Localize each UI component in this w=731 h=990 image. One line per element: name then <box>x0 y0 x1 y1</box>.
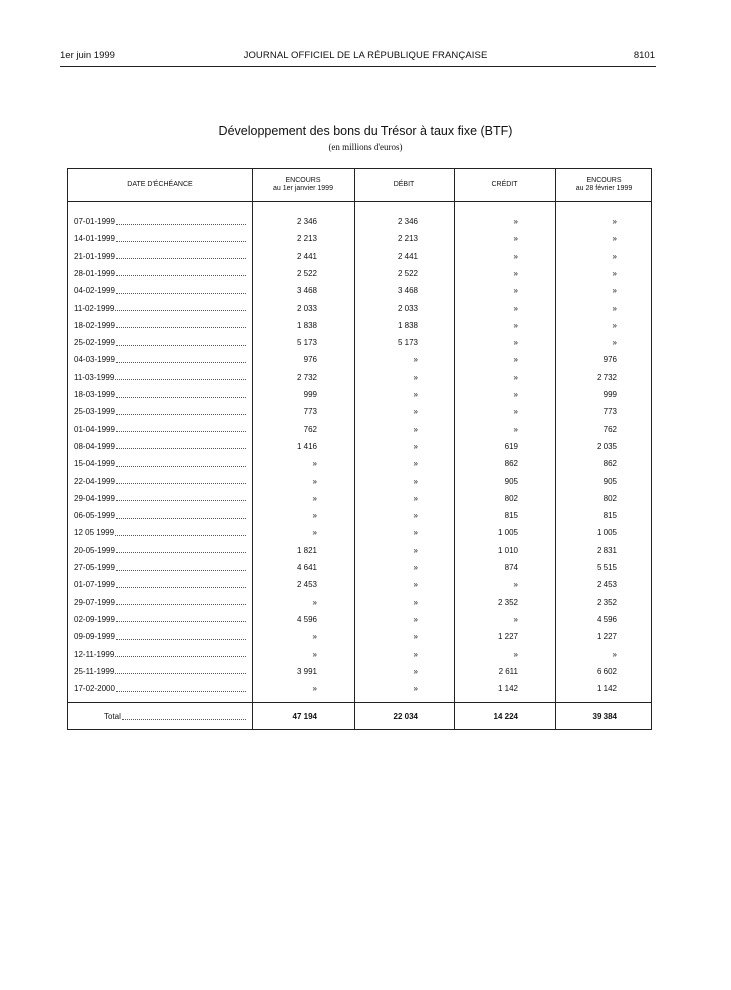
credit-cell: 619 <box>504 441 518 451</box>
dot-leader <box>116 327 246 328</box>
date-cell <box>68 334 246 351</box>
column-header-label: ENCOURS <box>586 177 622 184</box>
debit-cell: » <box>413 476 418 486</box>
maturity-date: 09-09-1999 <box>74 632 115 642</box>
column-header-label: DÉBIT <box>393 181 415 188</box>
debit-cell: » <box>413 545 418 555</box>
dot-leader <box>116 258 246 259</box>
table-row <box>68 576 653 593</box>
encours-jan-cell: » <box>312 528 317 538</box>
maturity-date: 25-02-1999 <box>74 338 115 348</box>
debit-cell: » <box>413 614 418 624</box>
date-cell <box>68 680 246 697</box>
encours-feb-cell: 2 831 <box>596 545 617 555</box>
encours-jan-cell: 976 <box>303 355 317 365</box>
maturity-date: 14-01-1999 <box>74 234 115 244</box>
encours-jan-cell: 2 732 <box>296 372 317 382</box>
encours-feb-cell: 802 <box>603 493 617 503</box>
debit-cell: 2 033 <box>397 303 418 313</box>
dot-leader <box>116 604 246 605</box>
table-row <box>68 524 653 541</box>
table-row <box>68 421 653 438</box>
column-header-sublabel: au 28 février 1999 <box>575 185 633 192</box>
encours-feb-cell: 2 352 <box>596 597 617 607</box>
date-cell <box>68 386 246 403</box>
encours-feb-cell: 1 142 <box>596 684 617 694</box>
debit-cell: » <box>413 597 418 607</box>
encours-feb-cell: 2 453 <box>596 580 617 590</box>
credit-cell: 1 227 <box>497 632 518 642</box>
encours-jan-cell: 2 033 <box>296 303 317 313</box>
debit-cell: » <box>413 390 418 399</box>
maturity-date: 07-01-1999 <box>74 217 115 226</box>
maturity-date: 17-02-2000 <box>74 684 115 694</box>
encours-jan-cell: » <box>312 632 317 642</box>
table-subtitle: (en millions d'euros) <box>328 142 403 152</box>
dot-leader <box>116 293 246 294</box>
table-row <box>68 455 653 472</box>
column-header-label: ENCOURS <box>285 177 321 184</box>
encours-feb-cell: 2 732 <box>596 372 617 382</box>
date-cell <box>68 646 246 663</box>
total-label: Total <box>104 712 121 721</box>
debit-cell: » <box>413 355 418 365</box>
debit-cell: » <box>413 372 418 382</box>
credit-cell: » <box>513 320 518 330</box>
date-cell <box>68 213 246 230</box>
table-row <box>68 594 653 611</box>
debit-cell: » <box>413 666 418 676</box>
credit-cell: » <box>513 286 518 296</box>
encours-jan-cell: » <box>312 511 317 521</box>
table-row <box>68 680 653 697</box>
encours-feb-cell: 815 <box>603 511 617 521</box>
column-header-sublabel: au 1er janvier 1999 <box>273 185 333 192</box>
header-date: 1er juin 1999 <box>60 50 115 61</box>
dot-leader <box>115 656 246 657</box>
dot-leader <box>116 345 246 346</box>
maturity-date: 11-02-1999 <box>74 303 115 313</box>
date-cell <box>68 421 246 438</box>
debit-cell: 3 468 <box>397 286 418 296</box>
column-header-credit <box>454 169 555 201</box>
column-header-encours-feb <box>555 169 653 201</box>
date-cell <box>68 576 246 593</box>
credit-cell: 2 611 <box>498 666 518 676</box>
dot-leader <box>116 466 246 467</box>
maturity-date: 01-04-1999 <box>74 424 115 434</box>
table-row <box>68 230 653 247</box>
total-encours-jan: 47 194 <box>292 712 317 721</box>
debit-cell: » <box>413 459 418 469</box>
encours-feb-cell: » <box>612 303 617 313</box>
dot-leader <box>115 535 246 536</box>
encours-feb-cell: » <box>612 268 617 278</box>
credit-cell: 862 <box>504 459 518 469</box>
credit-cell: 905 <box>504 476 518 486</box>
encours-feb-cell: 1 005 <box>596 528 617 538</box>
date-cell <box>68 628 246 645</box>
dot-leader <box>116 621 246 622</box>
credit-cell: 1 005 <box>497 528 518 538</box>
debit-cell: » <box>413 441 418 451</box>
date-cell <box>68 403 246 420</box>
encours-jan-cell: » <box>312 597 317 607</box>
debit-cell: 2 522 <box>397 268 418 278</box>
maturity-date: 15-04-1999 <box>74 459 115 469</box>
dot-leader <box>116 397 246 398</box>
maturity-date: 18-02-1999 <box>74 320 115 330</box>
table-row <box>68 386 653 403</box>
date-cell <box>68 455 246 472</box>
credit-cell: 815 <box>504 511 518 521</box>
encours-feb-cell: » <box>612 338 617 348</box>
total-debit: 22 034 <box>393 712 418 721</box>
encours-feb-cell: » <box>612 234 617 244</box>
debit-cell: » <box>413 684 418 694</box>
encours-jan-cell: 2 522 <box>296 268 317 278</box>
encours-jan-cell: 5 173 <box>296 338 317 348</box>
table-row <box>68 542 653 559</box>
date-cell <box>68 524 246 541</box>
date-cell <box>68 369 246 386</box>
encours-jan-cell: » <box>312 493 317 503</box>
dot-leader <box>116 431 246 432</box>
credit-cell: » <box>513 234 518 244</box>
credit-cell: » <box>513 424 518 434</box>
credit-cell: » <box>513 251 518 261</box>
encours-feb-cell: » <box>612 286 617 296</box>
maturity-date: 12-11-1999 <box>74 649 115 659</box>
dot-leader <box>116 518 246 519</box>
encours-jan-cell: 1 821 <box>296 545 317 555</box>
encours-jan-cell: » <box>312 649 317 659</box>
column-header-debit <box>354 169 454 201</box>
credit-cell: » <box>513 580 518 590</box>
date-cell <box>68 265 246 282</box>
maturity-date: 20-05-1999 <box>74 545 115 555</box>
dot-leader <box>116 570 246 571</box>
dot-leader <box>122 719 246 720</box>
date-cell <box>68 248 246 265</box>
table-row <box>68 611 653 628</box>
credit-cell: » <box>513 217 518 226</box>
encours-jan-cell: » <box>312 476 317 486</box>
table-row <box>68 282 653 299</box>
column-header-label: DATE D'ÉCHÉANCE <box>127 181 193 188</box>
header-page-number: 8101 <box>633 50 655 61</box>
credit-cell: » <box>513 338 518 348</box>
maturity-date: 28-01-1999 <box>74 268 115 278</box>
maturity-date: 11-03-1999 <box>74 372 115 382</box>
encours-jan-cell: 762 <box>303 424 317 434</box>
dot-leader <box>116 587 246 588</box>
column-header-date <box>68 169 252 201</box>
table-row <box>68 334 653 351</box>
debit-cell: 2 213 <box>397 234 418 244</box>
encours-feb-cell: 2 035 <box>596 441 617 451</box>
maturity-date: 02-09-1999 <box>74 614 115 624</box>
dot-leader <box>115 379 246 380</box>
encours-feb-cell: 762 <box>603 424 617 434</box>
total-divider <box>68 702 651 703</box>
date-cell <box>68 611 246 628</box>
table-row <box>68 351 653 368</box>
date-cell <box>68 542 246 559</box>
btf-table <box>67 168 652 730</box>
table-row <box>68 438 653 455</box>
dot-leader <box>116 448 246 449</box>
debit-cell: 2 441 <box>397 251 418 261</box>
date-cell <box>68 351 246 368</box>
encours-jan-cell: » <box>312 684 317 694</box>
date-cell <box>68 317 246 334</box>
dot-leader <box>116 275 246 276</box>
debit-cell: » <box>413 563 418 572</box>
debit-cell: » <box>413 407 418 417</box>
dot-leader <box>116 483 246 484</box>
maturity-date: 08-04-1999 <box>74 441 115 451</box>
encours-jan-cell: 1 416 <box>296 441 317 451</box>
header-rule <box>60 66 656 67</box>
encours-feb-cell: 773 <box>603 407 617 417</box>
credit-cell: » <box>513 372 518 382</box>
debit-cell: » <box>413 528 418 538</box>
encours-jan-cell: 2 213 <box>296 234 317 244</box>
date-cell <box>68 507 246 524</box>
table-row <box>68 265 653 282</box>
encours-jan-cell: 4 641 <box>296 563 317 572</box>
date-cell <box>68 473 246 490</box>
debit-cell: » <box>413 511 418 521</box>
date-cell <box>68 594 246 611</box>
maturity-date: 27-05-1999 <box>74 563 115 572</box>
column-header-label: CRÉDIT <box>491 181 518 188</box>
dot-leader <box>116 414 246 415</box>
debit-cell: 2 346 <box>397 217 418 226</box>
encours-feb-cell: 905 <box>603 476 617 486</box>
maturity-date: 22-04-1999 <box>74 476 115 486</box>
credit-cell: » <box>513 614 518 624</box>
credit-cell: » <box>513 649 518 659</box>
debit-cell: » <box>413 580 418 590</box>
date-cell <box>68 282 246 299</box>
date-cell <box>68 559 246 576</box>
encours-jan-cell: 4 596 <box>296 614 317 624</box>
credit-cell: 2 352 <box>497 597 518 607</box>
debit-cell: 5 173 <box>397 338 418 348</box>
maturity-date: 29-07-1999 <box>74 597 115 607</box>
column-header-encours-jan <box>252 169 354 201</box>
credit-cell: 1 142 <box>497 684 518 694</box>
encours-feb-cell: 6 602 <box>596 666 617 676</box>
date-cell <box>68 490 246 507</box>
table-row <box>68 646 653 663</box>
table-row <box>68 663 653 680</box>
debit-cell: 1 838 <box>397 320 418 330</box>
table-row <box>68 403 653 420</box>
debit-cell: » <box>413 493 418 503</box>
table-row <box>68 473 653 490</box>
dot-leader <box>116 639 246 640</box>
maturity-date: 29-04-1999 <box>74 493 115 503</box>
date-cell <box>68 663 246 680</box>
encours-feb-cell: 862 <box>603 459 617 469</box>
total-credit: 14 224 <box>493 712 518 721</box>
dot-leader <box>115 673 246 674</box>
header-divider <box>68 201 651 202</box>
encours-feb-cell: » <box>612 649 617 659</box>
table-row <box>68 300 653 317</box>
encours-jan-cell: 3 468 <box>296 286 317 296</box>
dot-leader <box>116 691 246 692</box>
encours-feb-cell: 1 227 <box>596 632 617 642</box>
dot-leader <box>116 500 246 501</box>
dot-leader <box>116 224 246 225</box>
encours-jan-cell: 3 991 <box>296 666 317 676</box>
credit-cell: 874 <box>504 563 518 572</box>
encours-feb-cell: 976 <box>603 355 617 365</box>
date-cell <box>68 230 246 247</box>
date-cell <box>68 300 246 317</box>
total-row <box>68 706 653 728</box>
maturity-date: 01-07-1999 <box>74 580 115 590</box>
encours-jan-cell: 773 <box>303 407 317 417</box>
credit-cell: » <box>513 303 518 313</box>
encours-jan-cell: 1 838 <box>296 320 317 330</box>
encours-jan-cell: 2 441 <box>296 251 317 261</box>
maturity-date: 04-02-1999 <box>74 286 115 296</box>
table-row <box>68 213 653 230</box>
table-row <box>68 490 653 507</box>
total-label-cell <box>68 706 246 728</box>
maturity-date: 25-03-1999 <box>74 407 115 417</box>
maturity-date: 25-11-1999 <box>74 666 115 676</box>
header-journal-title: JOURNAL OFFICIEL DE LA RÉPUBLIQUE FRANÇAISE <box>243 50 488 61</box>
dot-leader <box>116 552 246 553</box>
credit-cell: » <box>513 407 518 417</box>
maturity-date: 21-01-1999 <box>74 251 115 261</box>
debit-cell: » <box>413 649 418 659</box>
encours-jan-cell: 2 453 <box>296 580 317 590</box>
dot-leader <box>115 310 246 311</box>
table-row <box>68 628 653 645</box>
encours-jan-cell: » <box>312 459 317 469</box>
table-row <box>68 507 653 524</box>
encours-feb-cell: » <box>612 251 617 261</box>
encours-feb-cell: 4 596 <box>596 614 617 624</box>
date-cell <box>68 438 246 455</box>
credit-cell: » <box>513 390 518 399</box>
maturity-date: 12 05 1999 <box>74 528 115 538</box>
table-row <box>68 369 653 386</box>
maturity-date: 18-03-1999 <box>74 390 115 399</box>
total-encours-feb: 39 384 <box>592 712 617 721</box>
encours-feb-cell: » <box>612 320 617 330</box>
encours-feb-cell: 5 515 <box>596 563 617 572</box>
table-row <box>68 559 653 576</box>
maturity-date: 04-03-1999 <box>74 355 115 365</box>
encours-jan-cell: 999 <box>303 390 317 399</box>
dot-leader <box>116 241 246 242</box>
credit-cell: » <box>513 268 518 278</box>
encours-jan-cell: 2 346 <box>296 217 317 226</box>
dot-leader <box>116 362 246 363</box>
credit-cell: 802 <box>504 493 518 503</box>
credit-cell: 1 010 <box>497 545 518 555</box>
debit-cell: » <box>413 424 418 434</box>
debit-cell: » <box>413 632 418 642</box>
credit-cell: » <box>513 355 518 365</box>
maturity-date: 06-05-1999 <box>74 511 115 521</box>
table-title: Développement des bons du Trésor à taux fixe (BTF) <box>218 124 513 138</box>
table-row <box>68 248 653 265</box>
encours-feb-cell: » <box>612 217 617 226</box>
encours-feb-cell: 999 <box>603 390 617 399</box>
table-row <box>68 317 653 334</box>
